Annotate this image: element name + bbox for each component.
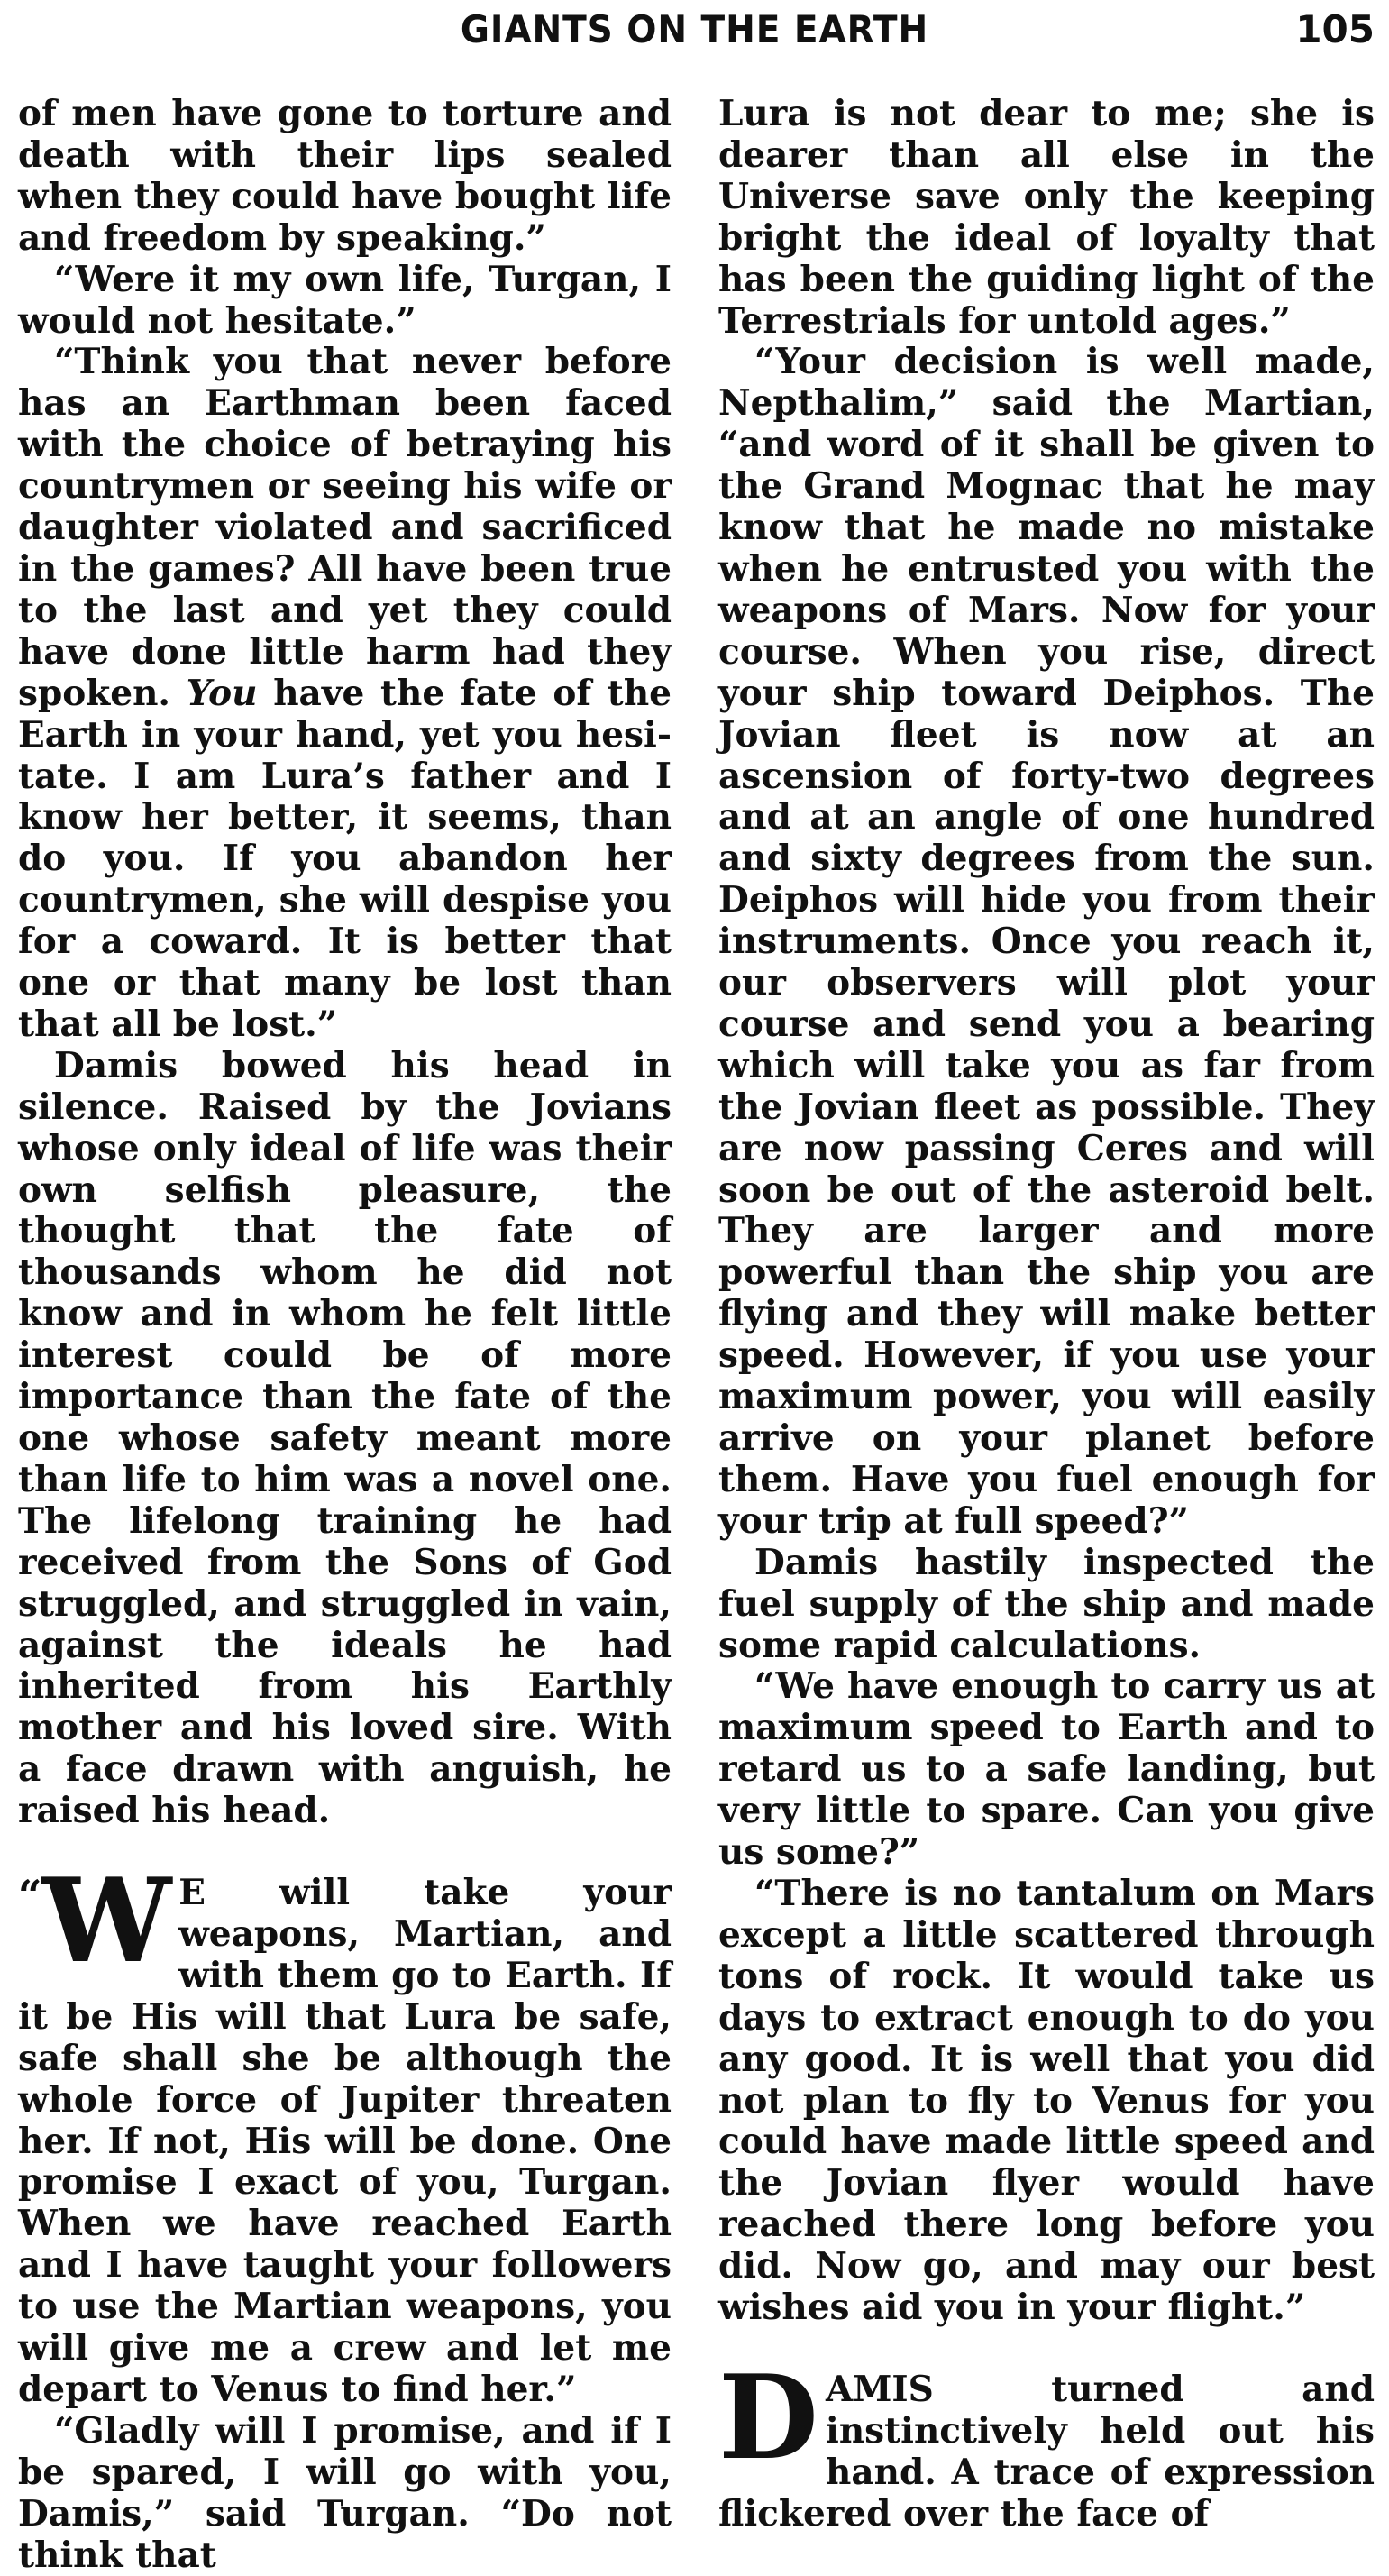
paragraph: Lura is not dear to me; she is dearer than all else in the Universe save only the keeping bright the ideal of loyalty that has been the guiding light of the Terrestrials for untold ages.” bbox=[718, 93, 1375, 342]
right-column bbox=[718, 94, 1375, 2535]
drop-cap-paragraph bbox=[18, 1854, 672, 2411]
running-header bbox=[0, 5, 1389, 60]
emphasis-text: You bbox=[186, 672, 258, 714]
paragraph: “Gladly will I promise, and if I be spared, I will go with you, Damis,” said Turgan. “Do not think that bbox=[18, 2409, 672, 2576]
paragraph-text: E will take your weapons, Martian, and with them go to Earth. If it be His will that Lura be safe, safe shall she be although the whole force of Jupiter threaten her. If not, His will be done. One promise I exact of you, Turgan. When we have reached Earth and I have taught your followers to use the Martian weapons, you will give me a crew and let me depart to Venus to find her.” bbox=[18, 1872, 672, 2410]
opening-quote: “ bbox=[18, 1871, 42, 1921]
paragraph-text: have the fate of the Earth in your hand, yet you hesitate. I am Lura’s father and I know her better, it seems, than do you. If you abandon her countrymen, she will despise you for a coward. It is better that one or that many be lost than that all be lost.” bbox=[18, 672, 672, 1045]
paragraph: “Were it my own life, Turgan, I would not hesitate.” bbox=[18, 258, 672, 342]
left-column bbox=[18, 94, 672, 2576]
paragraph-text: “Think you that never before has an Earthman been faced with the choice of betraying his countrymen or seeing his wife or daughter violated and sacrificed in the games? All have been true to the last and yet they could have done little harm had they spoken. bbox=[18, 341, 672, 714]
drop-cap: W bbox=[41, 1854, 172, 1990]
paragraph: Damis bowed his head in silence. Raised by the Jovians whose only ideal of life was their own selfish pleasure, the thought that the fate of thousands whom he did not know and in whom he felt little interest could be of more importance than the fate of the one whose safety meant more than life to him was a novel one. The lifelong training he had received from the Sons of God struggled, and struggled in vain, against the ideals he had inherited from his Earthly mother and his loved sire. With a face drawn with anguish, he raised his head. bbox=[18, 1044, 672, 1832]
paragraph: Damis hastily inspected the fuel supply of the ship and made some rapid calculations. bbox=[718, 1541, 1375, 1666]
page-title: GIANTS ON THE EARTH bbox=[460, 7, 929, 51]
paragraph: “We have enough to carry us at maximum speed to Earth and to retard us to a safe landing, but very little to spare. Can you give us some?” bbox=[718, 1665, 1375, 1874]
drop-cap-paragraph bbox=[718, 2350, 1375, 2535]
drop-cap: D bbox=[718, 2350, 818, 2486]
paragraph-text: AMIS turned and instinctively held out his hand. A trace of expression flickered over the face of bbox=[718, 2368, 1375, 2535]
paragraph: “Your decision is well made, Nepthalim,” said the Martian, “and word of it shall be given to the Grand Mognac that he may know that he made no mistake when he entrusted you with the weapons of Mars. Now for your course. When you rise, direct your ship toward Deiphos. The Jovian fleet is now at an ascension of forty-two degrees and at an angle of one hundred and sixty degrees from the sun. Deiphos will hide you from their instruments. Once you reach it, our observers will plot your course and send you a bearing which will take you as far from the Jovian fleet as possible. They are now passing Ceres and will soon be out of the asteroid belt. They are larger and more powerful than the ship you are flying and they will make better speed. However, if you use your maximum power, you will easily arrive on your planet before them. Have you fuel enough for your trip at full speed?” bbox=[718, 341, 1375, 1542]
page-number: 105 bbox=[1295, 7, 1375, 51]
paragraph: “There is no tantalum on Mars except a little scattered through tons of rock. It would take us days to extract enough to do you any good. It is well that you did not plan to fly to Venus for you could have made little speed and the Jovian flyer would have reached there long before you did. Now go, and may our best wishes aid you in your flight.” bbox=[718, 1872, 1375, 2329]
paragraph bbox=[18, 342, 672, 1045]
paragraph: of men have gone to torture and death with their lips sealed when they could have bought life and freedom by speaking.” bbox=[18, 93, 672, 259]
